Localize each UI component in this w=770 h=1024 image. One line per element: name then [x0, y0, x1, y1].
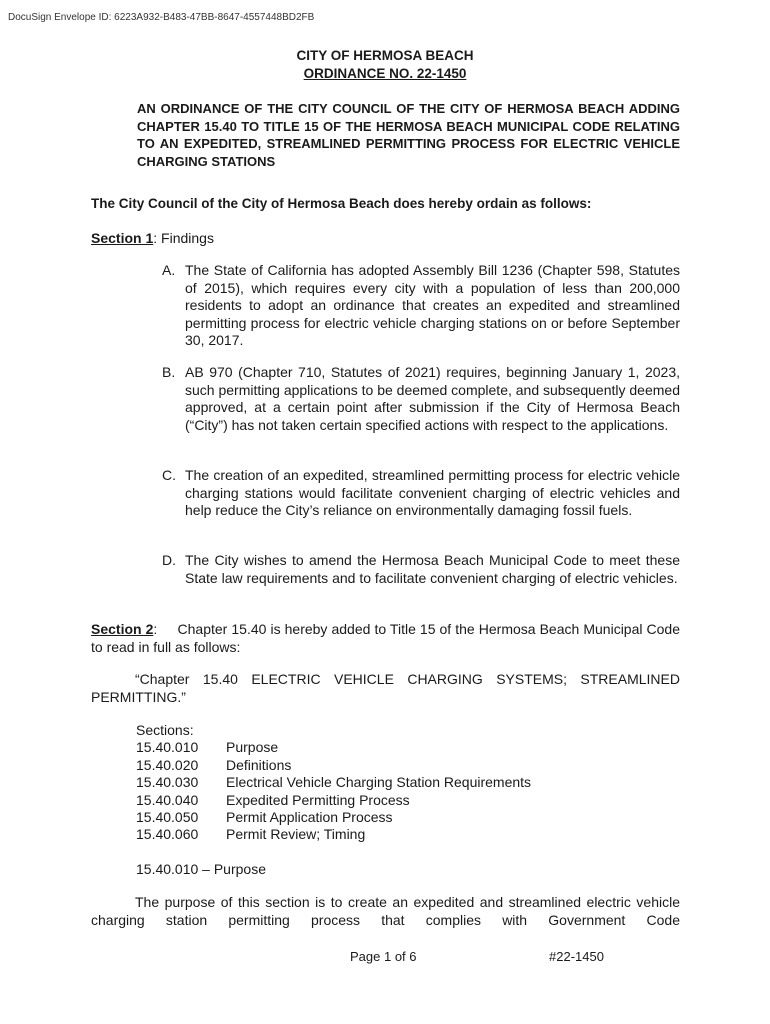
sections-label: Sections:: [136, 722, 194, 738]
finding-letter: B.: [162, 364, 176, 380]
section-1-title: : Findings: [153, 230, 214, 246]
section-2-text: : Chapter 15.40 is hereby added to Title 15 of the Hermosa Beach Municipal Code to read in full as follows:: [91, 621, 680, 655]
section-row: [136, 792, 531, 809]
finding-item: [162, 467, 680, 520]
section-row: [136, 826, 531, 843]
finding-letter: D.: [162, 552, 176, 568]
section-name: Definitions: [226, 756, 292, 773]
section-name: Permit Application Process: [226, 809, 393, 826]
section-row: [136, 739, 531, 756]
finding-text: The City wishes to amend the Hermosa Beach Municipal Code to meet these State law requirements and to facilitate convenient charging of electric vehicles.: [185, 552, 680, 586]
sections-list: [136, 722, 531, 844]
section-number: 15.40.020: [136, 756, 199, 773]
section-name: Purpose: [226, 739, 279, 756]
finding-letter: A.: [162, 262, 176, 278]
section-number: 15.40.060: [136, 826, 199, 843]
finding-item: [162, 552, 680, 587]
section-2-paragraph: [91, 621, 680, 656]
ordinance-number: ORDINANCE NO. 22-1450: [303, 66, 467, 81]
section-number: 15.40.050: [136, 809, 199, 826]
finding-letter: C.: [162, 467, 176, 483]
finding-item: [162, 262, 680, 350]
section-name: Expedited Permitting Process: [226, 791, 410, 808]
ordinance-number-line: [0, 66, 770, 81]
finding-text: The creation of an expedited, streamlined permitting process for electric vehicle charging stations would facilitate convenient charging of electric vehicles and help reduce the City’s reliance on environmentally damaging fossil fuels.: [185, 467, 680, 519]
finding-text: AB 970 (Chapter 710, Statutes of 2021) requires, beginning January 1, 2023, such permitting applications to be deemed complete, and subsequently deemed approved, at a certain point after submission if the City of Hermosa Beach (“City”) has not taken certain specified actions with respect to the applications.: [185, 364, 680, 433]
purpose-heading: 15.40.010 – Purpose: [136, 861, 266, 877]
section-row: [136, 809, 531, 826]
section-name: Permit Review; Timing: [226, 826, 366, 843]
docusign-envelope-id: DocuSign Envelope ID: 6223A932-B483-47BB-8647-4557448BD2FB: [8, 12, 315, 23]
document-number: #22-1450: [549, 949, 604, 964]
section-number: 15.40.010: [136, 739, 199, 756]
ordain-statement: The City Council of the City of Hermosa Beach does hereby ordain as follows:: [91, 196, 592, 211]
section-number: 15.40.030: [136, 774, 199, 791]
section-2-label: Section 2: [91, 621, 154, 637]
section-1-label: Section 1: [91, 230, 154, 246]
section-1-heading: [91, 230, 214, 246]
chapter-title: “Chapter 15.40 ELECTRIC VEHICLE CHARGING SYSTEMS; STREAMLINED PERMITTING.”: [91, 671, 680, 705]
section-row: [136, 774, 531, 791]
section-row: [136, 757, 531, 774]
finding-text: The State of California has adopted Assembly Bill 1236 (Chapter 598, Statutes of 2015), which requires every city with a population of less than 200,000 residents to adopt an ordinance that creates an expedited and streamlined permitting process for electric vehicle charging stations on or before September 30, 2017.: [185, 262, 680, 349]
purpose-paragraph: The purpose of this section is to create an expedited and streamlined electric vehicle charging station permitting process that complies with Government Code: [91, 894, 680, 928]
section-name: Electrical Vehicle Charging Station Requirements: [226, 774, 532, 791]
page-number: Page 1 of 6: [350, 949, 417, 964]
city-title: CITY OF HERMOSA BEACH: [296, 48, 474, 63]
ordinance-heading: AN ORDINANCE OF THE CITY COUNCIL OF THE CITY OF HERMOSA BEACH ADDING CHAPTER 15.40 TO TITLE 15 OF THE HERMOSA BEACH MUNICIPAL CODE RELATING TO AN EXPEDITED, STREAMLINED PERMITTING PROCESS FOR ELECTRIC VEHICLE CHARGING STATIONS: [137, 101, 680, 169]
section-number: 15.40.040: [136, 791, 199, 808]
finding-item: [162, 364, 680, 434]
